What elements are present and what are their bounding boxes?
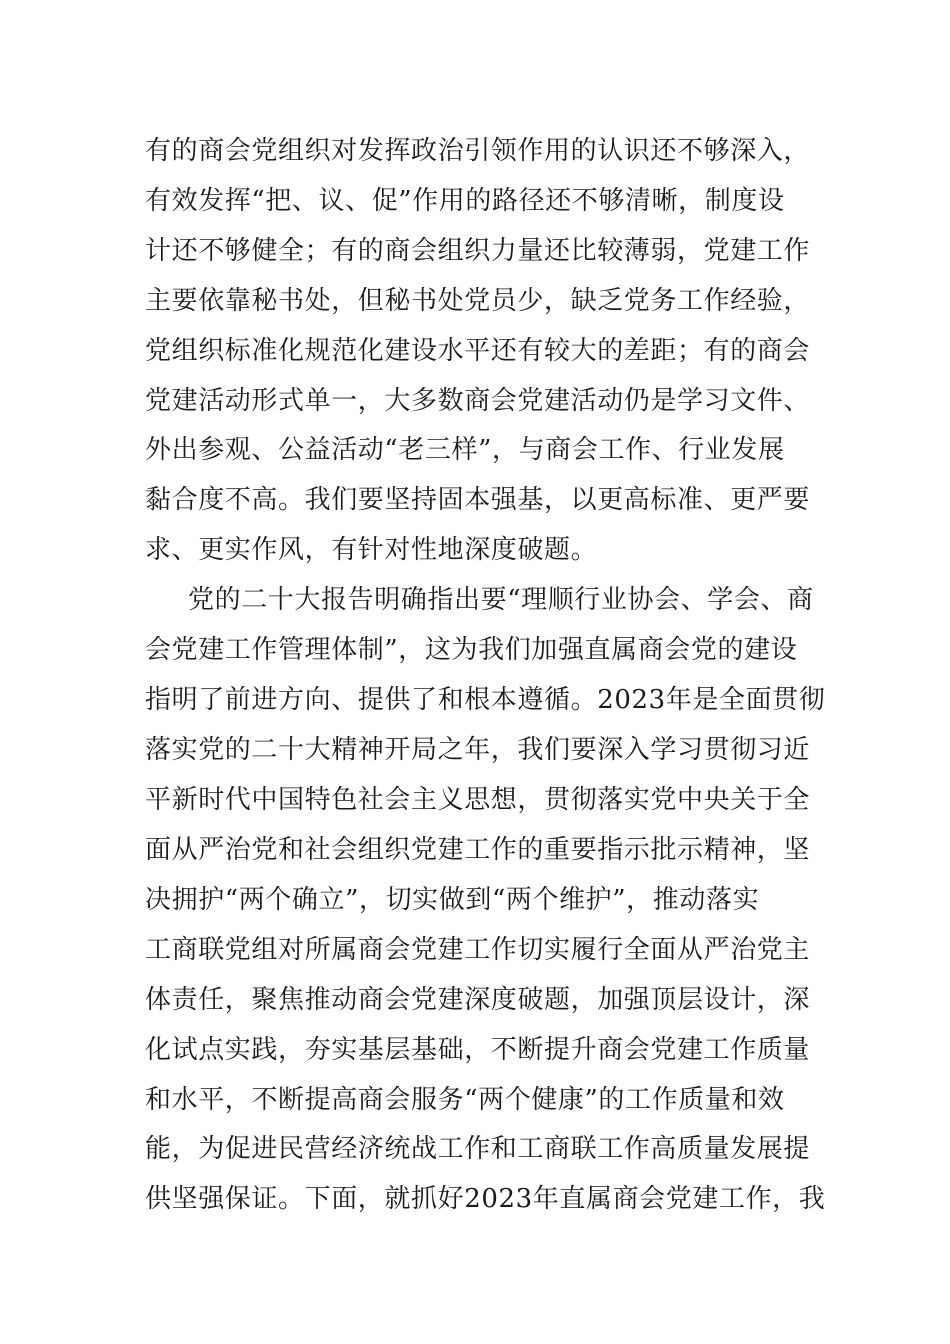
text-line: 指明了前进方向、提供了和根本遵循。2023年是全面贯彻 — [145, 685, 826, 715]
text-line: 有效发挥“把、议、促”作用的路径还不够清晰，制度设 — [145, 186, 785, 216]
text-line: 能，为促进民营经济统战工作和工商联工作高质量发展提 — [145, 1134, 811, 1164]
text-line: 党组织标准化规范化建设水平还有较大的差距；有的商会 — [145, 336, 811, 366]
text-line: 黏合度不高。我们要坚持固本强基，以更高标准、更严要 — [145, 485, 811, 515]
text-line: 有的商会党组织对发挥政治引领作用的认识还不够深入， — [145, 136, 811, 166]
text-line: 求、更实作风，有针对性地深度破题。 — [145, 535, 598, 565]
text-line: 党建活动形式单一，大多数商会党建活动仍是学习文件、 — [145, 386, 811, 416]
text-line: 供坚强保证。下面，就抓好2023年直属商会党建工作，我 — [145, 1184, 826, 1214]
text-line: 计还不够健全；有的商会组织力量还比较薄弱，党建工作 — [145, 236, 811, 266]
text-line: 化试点实践，夯实基层基础，不断提升商会党建工作质量 — [145, 1035, 811, 1065]
text-line: 体责任，聚焦推动商会党建深度破题，加强顶层设计，深 — [145, 985, 811, 1015]
text-line: 工商联党组对所属商会党建工作切实履行全面从严治党主 — [145, 935, 811, 965]
text-line: 外出参观、公益活动“老三样”，与商会工作、行业发展 — [145, 435, 785, 465]
text-line: 会党建工作管理体制”，这为我们加强直属商会党的建设 — [145, 635, 798, 665]
text-line: 落实党的二十大精神开局之年，我们要深入学习贯彻习近 — [145, 735, 811, 765]
text-line: 决拥护“两个确立”，切实做到“两个维护”，推动落实 — [145, 885, 760, 915]
text-line: 平新时代中国特色社会主义思想，贯彻落实党中央关于全 — [145, 785, 811, 815]
paragraph-first-line: 党的二十大报告明确指出要“理顺行业协会、学会、商 — [188, 585, 814, 615]
text-line: 和水平，不断提高商会服务“两个健康”的工作质量和效 — [145, 1085, 785, 1115]
text-line: 主要依靠秘书处，但秘书处党员少，缺乏党务工作经验， — [145, 286, 811, 316]
text-line: 面从严治党和社会组织党建工作的重要指示批示精神，坚 — [145, 835, 811, 865]
